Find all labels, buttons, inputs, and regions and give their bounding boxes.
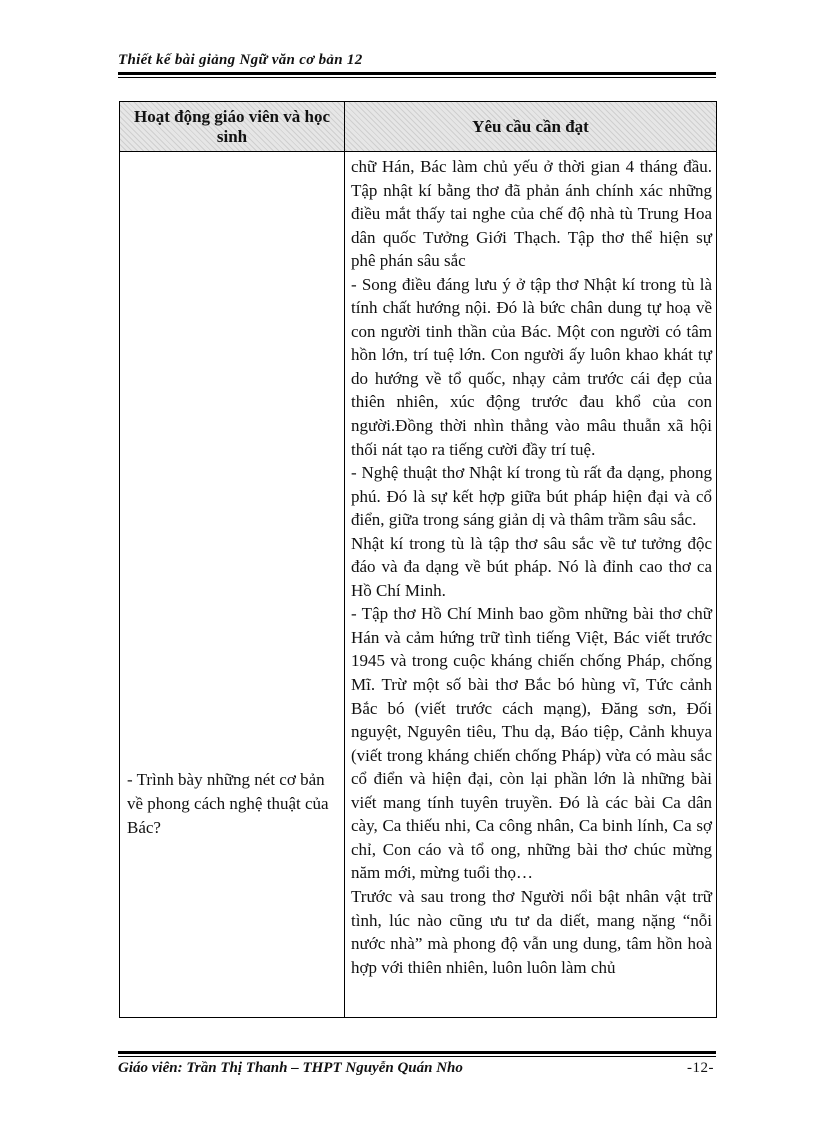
page-number: -12- <box>687 1060 714 1076</box>
paragraph: chữ Hán, Bác làm chủ yếu ở thời gian 4 tháng đầu. Tập nhật kí bằng thơ đã phản ánh chính xác những điều mắt thấy tai nghe của chế độ nhà tù Trung Hoa dân quốc Tưởng Giới Thạch. Tập thơ thể hiện sự phê phán sâu sắc <box>351 157 712 271</box>
footer-teacher-name: Giáo viên: Trần Thị Thanh – THPT Nguyễn Quán Nho <box>118 1060 463 1076</box>
paragraph: - Nghệ thuật thơ Nhật kí trong tù rất đa dạng, phong phú. Đó là sự kết hợp giữa bút pháp hiện đại và cổ điển, giữa trong sáng giản dị và thâm trầm sâu sắc. <box>351 463 712 530</box>
header-requirements <box>345 102 716 151</box>
header-right-label: Yêu cầu cần đạt <box>472 116 589 136</box>
header-left-label: Hoạt động giáo viên và học sinh <box>134 106 330 146</box>
header-teacher-student-activity <box>120 102 344 151</box>
header-rule <box>118 72 716 75</box>
paragraph: - Song điều đáng lưu ý ở tập thơ Nhật kí trong tù là tính chất hướng nội. Đó là bức chân dung tự hoạ về con người tinh thần của Bác. Một con người có tâm hồn lớn, trí tuệ lớn. Con người ấy luôn khao khát tự do hướng về tổ quốc, nhạy cảm trước cái đẹp của thiên nhiên, xúc động trước đau khổ của con người.Đồng thời nhìn thẳng vào mâu thuẫn xã hội thối nát tạo ra tiếng cười đầy trí tuệ. <box>351 274 712 459</box>
column-divider <box>344 102 345 1017</box>
footer-rule-thin <box>118 1056 716 1057</box>
lesson-table <box>119 101 717 1018</box>
footer-rule <box>118 1051 716 1054</box>
paragraph: Trước và sau trong thơ Người nổi bật nhân vật trữ tình, lúc nào cũng ưu tư da diết, mang nặng “nỗi nước nhà” mà phong độ vẫn ung dung, tâm hồn hoà hợp với thiên nhiên, luôn luôn làm chủ <box>351 886 712 977</box>
activity-question: - Trình bày những nét cơ bản về phong cách nghệ thuật của Bác? <box>127 770 329 837</box>
paragraph: Nhật kí trong tù là tập thơ sâu sắc về tư tưởng độc đáo và đa dạng về bút pháp. Nó là đỉnh cao thơ ca Hồ Chí Minh. <box>351 533 712 600</box>
page-header-title: Thiết kế bài giảng Ngữ văn cơ bản 12 <box>118 52 363 68</box>
requirements-content <box>351 155 712 979</box>
paragraph: - Tập thơ Hồ Chí Minh bao gồm những bài thơ chữ Hán và cảm hứng trữ tình tiếng Việt, Bác viết trước 1945 và trong cuộc kháng chiến chống Pháp, chống Mĩ. Trừ một số bài thơ Bắc bó hùng vĩ, Tức cảnh Bắc bó (viết trước cách mạng), Đăng sơn, Đối nguyệt, Nguyên tiêu, Thu dạ, Báo tiệp, Cảnh khuya (viết trong kháng chiến chống Pháp) vừa có màu sắc cổ điển và hiện đại, còn lại phần lớn là những bài viết mang tính tuyên truyền. Đó là các bài Ca dân cày, Ca thiếu nhi, Ca công nhân, Ca binh lính, Ca sợ chỉ, Con cáo và tổ ong, những bài thơ chúc mừng năm mới, mừng tuổi thọ… <box>351 604 712 883</box>
header-rule-thin <box>118 77 716 78</box>
